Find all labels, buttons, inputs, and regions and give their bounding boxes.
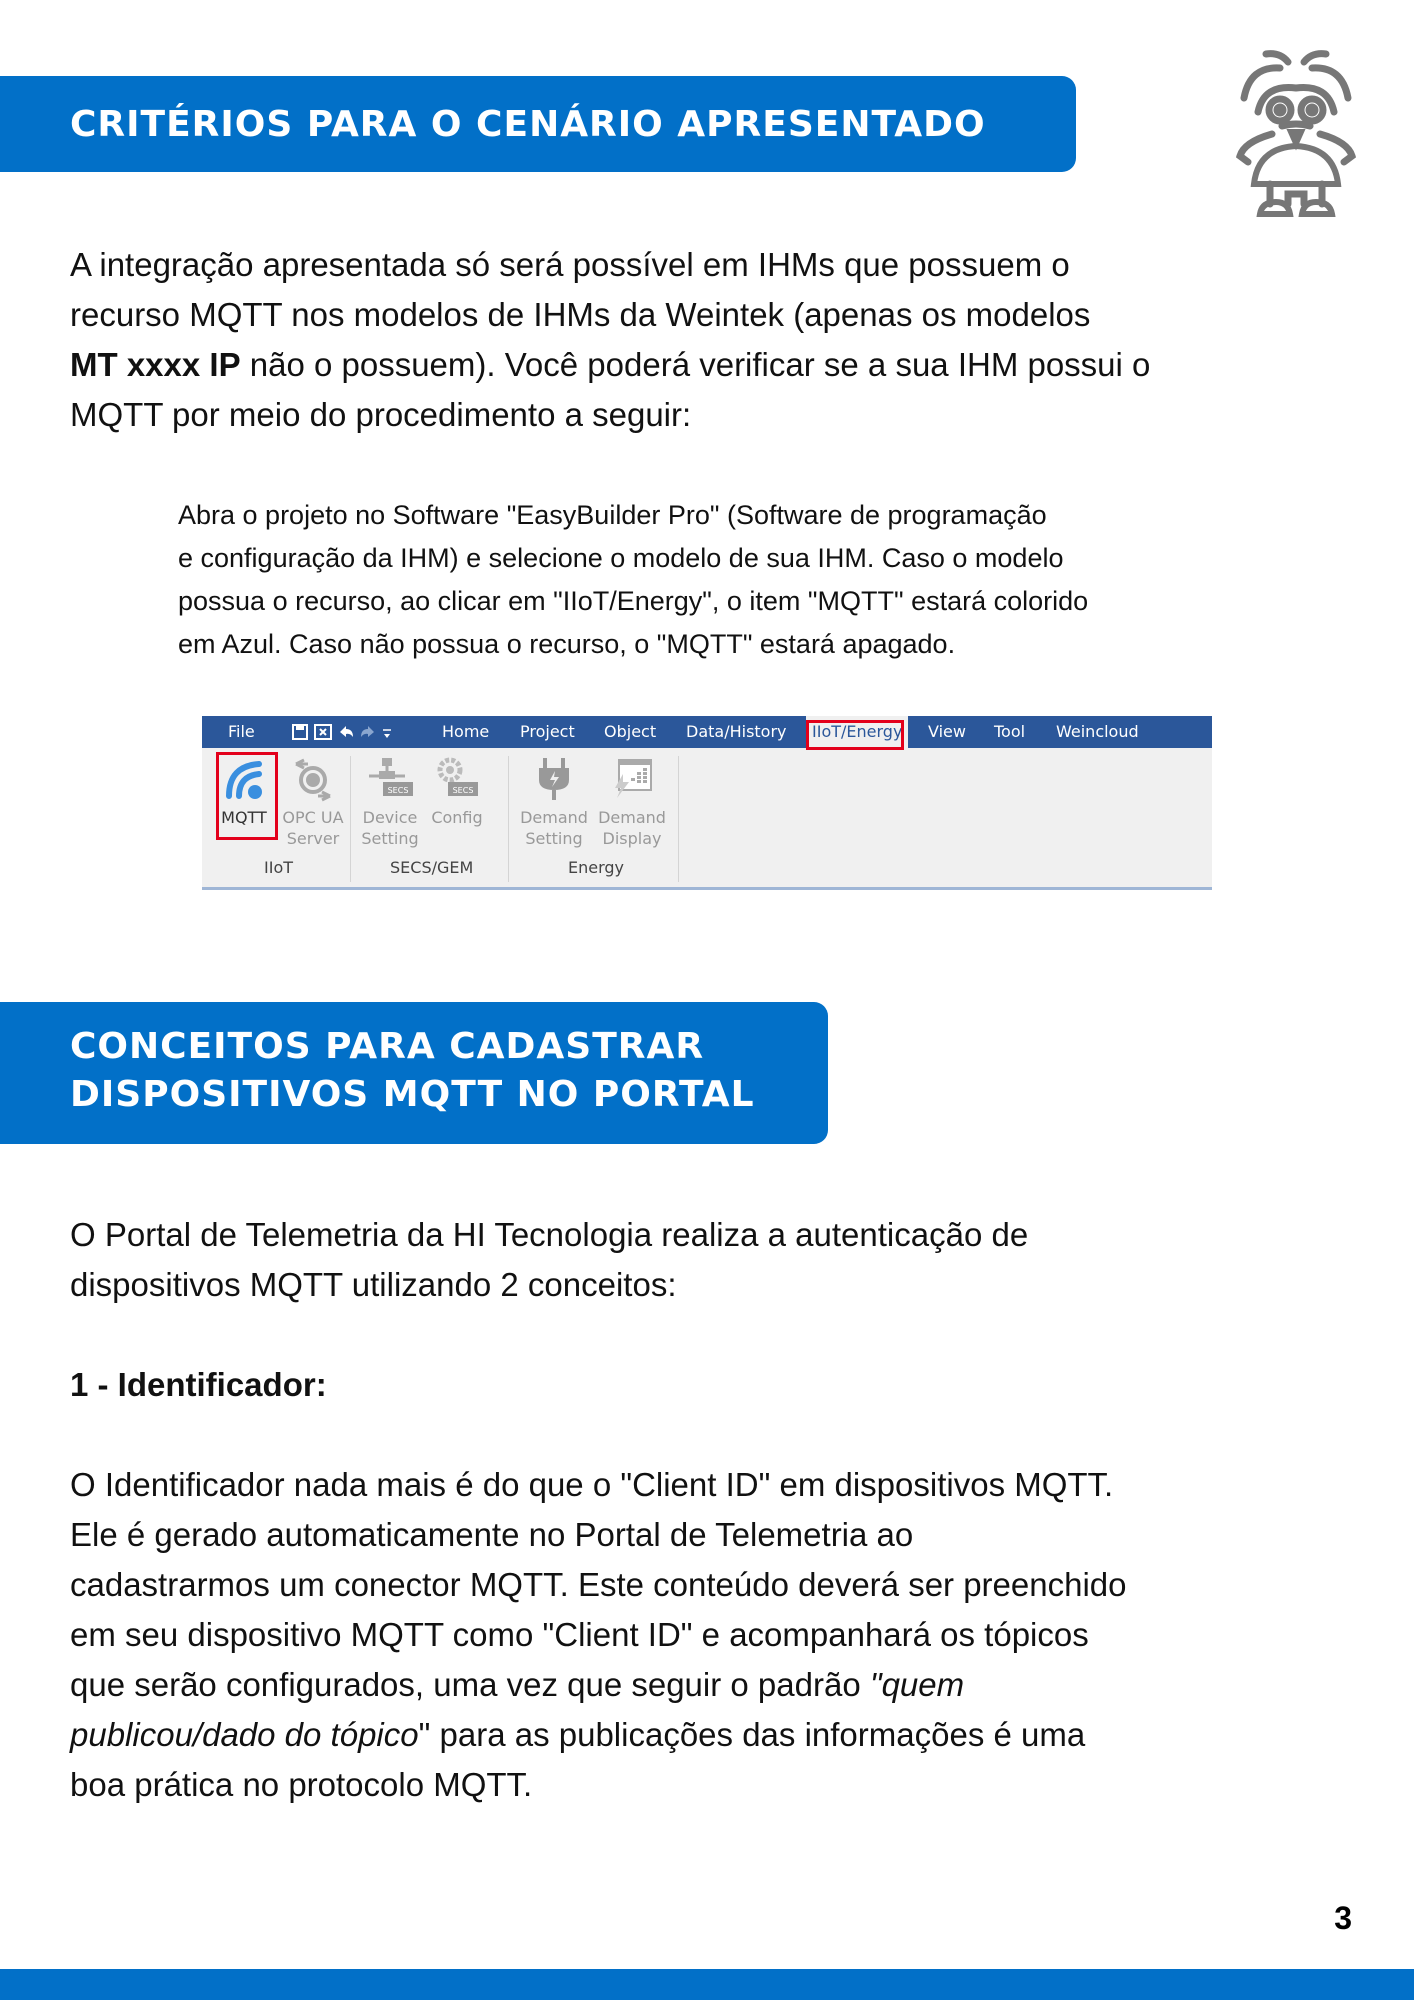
procedure-paragraph: [178, 494, 1088, 666]
text-line: boa prática no protocolo MQTT.: [70, 1766, 533, 1803]
save-exit-icon[interactable]: [314, 724, 332, 740]
demand-display-icon: [609, 756, 655, 802]
section-header-conceitos: [0, 1002, 828, 1144]
opcua-server-icon: [290, 756, 336, 802]
text-line: [70, 1660, 1127, 1710]
ribbon-border: [202, 887, 1212, 890]
secs-badge: SECS: [387, 786, 409, 795]
text-line: Abra o projeto no Software "EasyBuilder Pro" (Software de programação: [178, 500, 1047, 530]
page-number: 3: [1334, 1900, 1352, 1936]
demand-setting-button[interactable]: [518, 756, 590, 849]
text-fragment: não o possuem). Você poderá verificar se a sua IHM possui o: [249, 346, 1151, 383]
identificador-body: [70, 1460, 1127, 1810]
device-label-2: Setting: [361, 829, 419, 848]
section-header-criterios: [0, 76, 1076, 172]
demand-display-button[interactable]: [596, 756, 668, 849]
menu-iiot-energy[interactable]: IIoT/Energy: [806, 716, 908, 748]
text-line: e configuração da IHM) e selecione o modelo de sua IHM. Caso o modelo: [178, 543, 1064, 573]
text-line: MQTT por meio do procedimento a seguir:: [70, 396, 692, 433]
secs-device-icon: [365, 756, 415, 802]
text-line: [70, 1710, 1127, 1760]
opcua-label-2: Server: [286, 829, 340, 848]
text-fragment: que serão configurados, uma vez que seguir o padrão: [70, 1666, 870, 1703]
mqtt-label: MQTT: [221, 808, 267, 827]
footer-bar: [0, 1969, 1414, 2000]
menu-data-history[interactable]: Data/History: [686, 722, 787, 741]
demand-display-label-1: Demand: [598, 808, 666, 827]
demand-setting-label-2: Setting: [525, 829, 583, 848]
intro-paragraph: [70, 240, 1150, 440]
opcua-server-button[interactable]: [278, 756, 348, 849]
secs-config-icon: [432, 756, 482, 802]
opcua-label-1: OPC UA: [282, 808, 344, 827]
menu-object[interactable]: Object: [604, 722, 657, 741]
device-setting-button[interactable]: [358, 756, 422, 849]
group-iiot: IIoT: [264, 858, 293, 877]
text-line: O Portal de Telemetria da HI Tecnologia realiza a autenticação de: [70, 1216, 1029, 1253]
secs-badge: SECS: [452, 786, 474, 795]
group-separator: [508, 756, 509, 882]
group-energy: Energy: [568, 858, 625, 877]
highlight-iiot-tab: [806, 720, 904, 750]
demand-display-label-2: Display: [602, 829, 662, 848]
text-line: O Identificador nada mais é do que o "Client ID" em dispositivos MQTT.: [70, 1466, 1114, 1503]
undo-icon[interactable]: [338, 725, 354, 739]
config-label: Config: [431, 808, 483, 827]
menu-project[interactable]: Project: [520, 722, 575, 741]
redo-icon[interactable]: [360, 725, 376, 739]
group-separator: [678, 756, 679, 882]
text-fragment: " para as publicações das informações é uma: [418, 1716, 1086, 1753]
menu-home[interactable]: Home: [442, 722, 490, 741]
text-line: Ele é gerado automaticamente no Portal de Telemetria ao: [70, 1516, 914, 1553]
identificador-subheading: 1 - Identificador:: [70, 1366, 327, 1403]
save-icon[interactable]: [292, 724, 308, 740]
section-title-line: DISPOSITIVOS MQTT NO PORTAL: [70, 1074, 755, 1115]
text-line: em Azul. Caso não possua o recurso, o "MQTT" estará apagado.: [178, 629, 956, 659]
text-line: dispositivos MQTT utilizando 2 conceitos:: [70, 1266, 677, 1303]
config-button[interactable]: [428, 756, 486, 828]
model-name-bold: MT xxxx IP: [70, 346, 241, 383]
menu-tool[interactable]: Tool: [994, 722, 1026, 741]
section-title-line: CONCEITOS PARA CADASTRAR: [70, 1026, 705, 1067]
italic-fragment: "quem: [869, 1666, 965, 1703]
menu-file[interactable]: File: [228, 722, 255, 741]
group-separator: [350, 756, 351, 882]
owl-mascot-logo: [1236, 48, 1356, 220]
text-line: A integração apresentada só será possível em IHMs que possuem o: [70, 246, 1070, 283]
text-line: [70, 340, 1150, 390]
demand-setting-label-1: Demand: [520, 808, 588, 827]
highlight-mqtt: [216, 752, 278, 840]
easybuilder-ribbon-screenshot: [202, 716, 1212, 890]
text-line: possua o recurso, ao clicar em "IIoT/Energy", o item "MQTT" estará colorido: [178, 586, 1089, 616]
text-line: cadastrarmos um conector MQTT. Este conteúdo deverá ser preenchido: [70, 1566, 1127, 1603]
section-title: CRITÉRIOS PARA O CENÁRIO APRESENTADO: [70, 104, 986, 145]
device-label-1: Device: [362, 808, 418, 827]
plug-icon: [531, 756, 577, 802]
dropdown-icon[interactable]: [382, 728, 392, 740]
italic-fragment: publicou/dado do tópico: [70, 1716, 419, 1753]
menu-weincloud[interactable]: Weincloud: [1056, 722, 1139, 741]
menu-view[interactable]: View: [928, 722, 966, 741]
group-secs-gem: SECS/GEM: [390, 858, 474, 877]
concepts-intro: [70, 1210, 1028, 1310]
text-line: recurso MQTT nos modelos de IHMs da Weintek (apenas os modelos: [70, 296, 1091, 333]
text-line: em seu dispositivo MQTT como "Client ID" e acompanhará os tópicos: [70, 1616, 1089, 1653]
ribbon-menu-bar: [202, 716, 1212, 748]
